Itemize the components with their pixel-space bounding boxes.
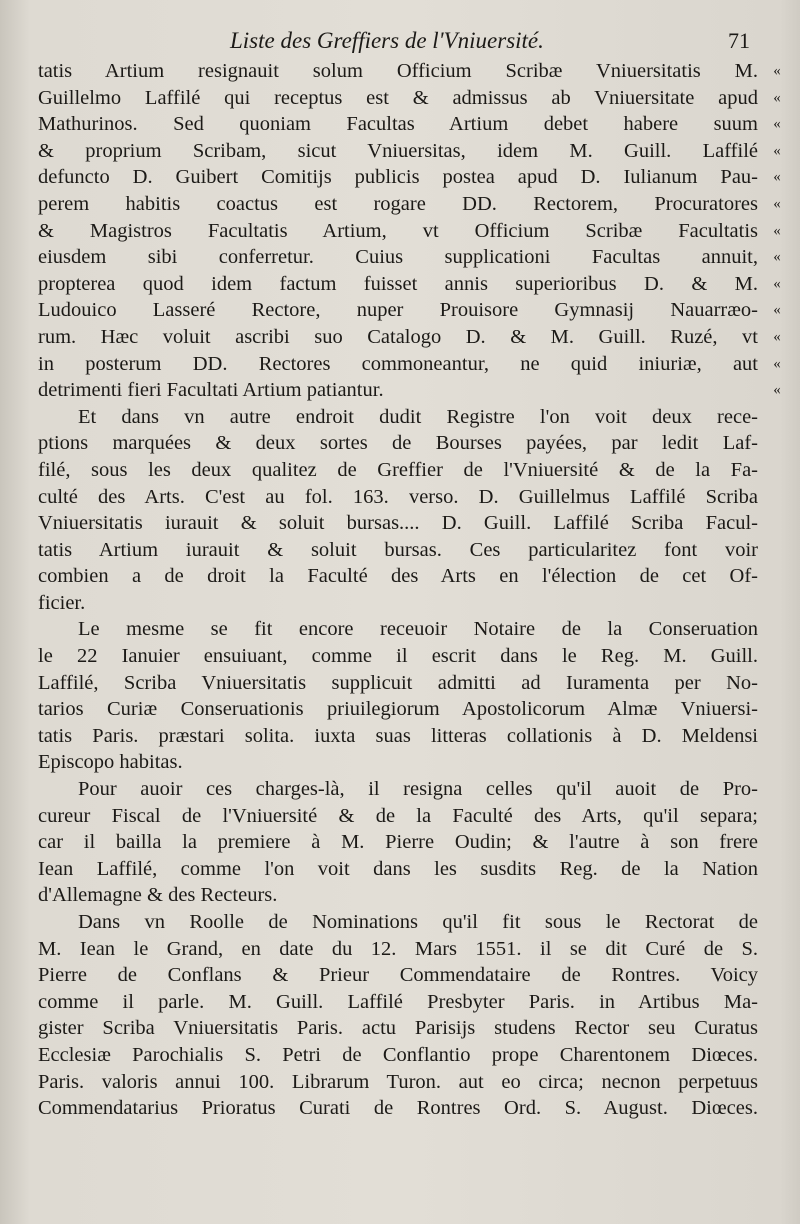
page-number: 71 bbox=[728, 28, 750, 53]
text-line: filé, sous les deux qualitez de Greffier de l'Vniuersité & de la Fa- bbox=[38, 458, 758, 481]
text-line: Et dans vn autre endroit dudit Registre l'on voit deux rece- bbox=[78, 405, 758, 428]
text-line: culté des Arts. C'est au fol. 163. verso. D. Guillelmus Laffilé Scriba bbox=[38, 485, 758, 508]
text-line: rum. Hæc voluit ascribi suo Catalogo D. & M. Guill. Ruzé, vt bbox=[38, 325, 758, 348]
running-title: Liste des Greffiers de l'Vniuersité. bbox=[230, 28, 544, 53]
text-line: Ecclesiæ Parochialis S. Petri de Conflantio prope Charentonem Diœces. bbox=[38, 1043, 758, 1066]
body-text bbox=[38, 58, 758, 1122]
quote-mark: « bbox=[773, 249, 781, 266]
text-line: comme il parle. M. Guill. Laffilé Presbyter Paris. in Artibus Ma- bbox=[38, 990, 758, 1013]
text-line: cureur Fiscal de l'Vniuersité & de la Faculté des Arts, qu'il separa; bbox=[38, 804, 758, 827]
text-line: propterea quod idem factum fuisset annis superioribus D. & M. bbox=[38, 272, 758, 295]
quote-mark: « bbox=[773, 63, 781, 79]
quote-marks-column bbox=[762, 58, 792, 404]
text-line: Pour auoir ces charges-là, il resigna celles qu'il auoit de Pro- bbox=[78, 778, 758, 801]
quote-mark: « bbox=[773, 195, 781, 212]
text-line: Vniuersitatis iurauit & soluit bursas.... D. Guill. Laffilé Scriba Facul- bbox=[38, 512, 758, 535]
text-line: Laffilé, Scriba Vniuersitatis supplicuit admitti ad Iuramenta per No- bbox=[38, 671, 758, 694]
text-line: defuncto D. Guibert Comitijs publicis postea apud D. Iulianum Pau- bbox=[38, 166, 758, 189]
quote-mark: « bbox=[773, 275, 781, 292]
quote-mark: « bbox=[773, 89, 781, 106]
quote-mark: « bbox=[773, 355, 781, 372]
text-line: ficier. bbox=[38, 591, 86, 614]
text-line: le 22 Ianuier ensuiuant, comme il escrit dans le Reg. M. Guill. bbox=[38, 645, 758, 668]
text-line: tatis Artium resignauit solum Officium Scribæ Vniuersitatis M. bbox=[38, 60, 758, 82]
text-line: combien a de droit la Faculté des Arts en l'élection de cet Of- bbox=[38, 565, 758, 588]
text-line: Dans vn Roolle de Nominations qu'il fit sous le Rectorat de bbox=[78, 911, 758, 933]
text-line: detrimenti fieri Facultati Artium patiantur. bbox=[38, 379, 384, 402]
text-line: Paris. valoris annui 100. Librarum Turon. aut eo circa; necnon perpetuus bbox=[38, 1070, 758, 1093]
quote-mark: « bbox=[773, 328, 781, 345]
text-line: Mathurinos. Sed quoniam Facultas Artium debet habere suum bbox=[38, 113, 758, 136]
text-line: tatis Artium iurauit & soluit bursas. Ces particularitez font voir bbox=[38, 538, 758, 561]
text-line: gister Scriba Vniuersitatis Paris. actu Parisijs studens Rector seu Curatus bbox=[38, 1017, 758, 1040]
quote-mark: « bbox=[773, 302, 781, 319]
text-line: Ludouico Lasseré Rectore, nuper Prouisore Gymnasij Nauarræo- bbox=[38, 299, 758, 322]
text-line: tatis Paris. præstari solita. iuxta suas litteras collationis à D. Meldensi bbox=[38, 724, 758, 747]
quote-mark: « bbox=[773, 142, 781, 159]
text-line: Le mesme se fit encore receuoir Notaire de la Conseruation bbox=[78, 618, 758, 641]
text-line: ptions marquées & deux sortes de Bourses payées, par ledit Laf- bbox=[38, 432, 758, 455]
text-line: perem habitis coactus est rogare DD. Rectorem, Procuratores bbox=[38, 192, 758, 215]
quote-mark: « bbox=[773, 116, 781, 133]
text-line: car il bailla la premiere à M. Pierre Oudin; & l'autre à son frere bbox=[38, 831, 758, 854]
text-line: M. Iean le Grand, en date du 12. Mars 1551. il se dit Curé de S. bbox=[38, 937, 758, 960]
text-line: Commendatarius Prioratus Curati de Rontres Ord. S. August. Diœces. bbox=[38, 1097, 758, 1120]
text-line: tarios Curiæ Conseruationis priuilegiorum Apostolicorum Almæ Vniuersi- bbox=[38, 698, 758, 721]
text-line: Pierre de Conflans & Prieur Commendataire de Rontres. Voicy bbox=[38, 964, 758, 987]
quote-mark: « bbox=[773, 222, 781, 239]
text-line: in posterum DD. Rectores commoneantur, ne quid iniuriæ, aut bbox=[38, 352, 758, 375]
running-head bbox=[0, 28, 800, 62]
text-line: Episcopo habitas. bbox=[38, 751, 183, 774]
text-line: Guillelmo Laffilé qui receptus est & admissus ab Vniuersitate apud bbox=[38, 86, 758, 109]
text-line: d'Allemagne & des Recteurs. bbox=[38, 884, 278, 907]
quote-mark: « bbox=[773, 169, 781, 186]
text-line: & Magistros Facultatis Artium, vt Officium Scribæ Facultatis bbox=[38, 219, 758, 242]
text-line: & proprium Scribam, sicut Vniuersitas, idem M. Guill. Laffilé bbox=[38, 139, 758, 162]
text-line: eiusdem sibi conferretur. Cuius supplicationi Facultas annuit, bbox=[38, 246, 758, 269]
text-line: Iean Laffilé, comme l'on voit dans les susdits Reg. de la Nation bbox=[38, 857, 758, 880]
quote-mark: « bbox=[773, 382, 781, 399]
